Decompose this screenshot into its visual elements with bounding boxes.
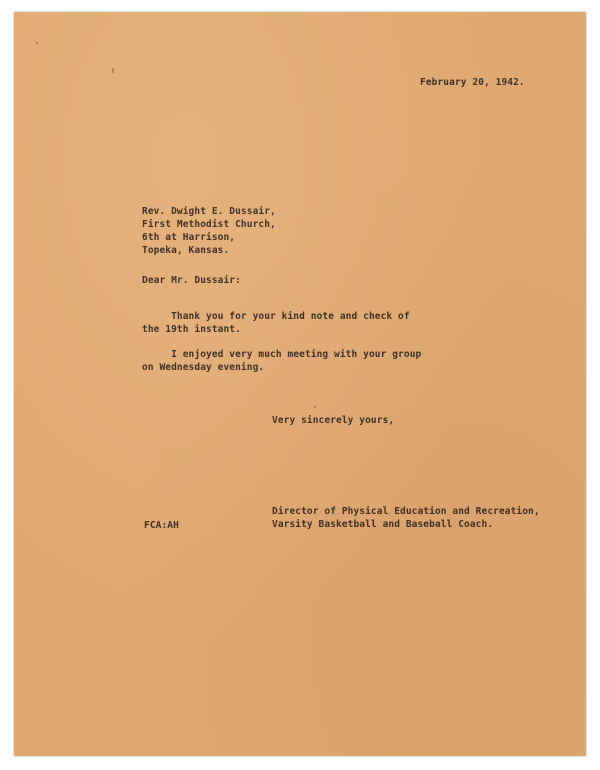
- title-line: Director of Physical Education and Recreation,: [272, 506, 540, 517]
- body-line: Thank you for your kind note and check of: [142, 311, 410, 322]
- address-line: 6th at Harrison,: [142, 232, 236, 243]
- closing: Very sincerely yours,: [272, 415, 395, 426]
- salutation: Dear Mr. Dussair:: [142, 275, 241, 286]
- address-line: First Methodist Church,: [142, 219, 276, 230]
- body-line: on Wednesday evening.: [142, 362, 265, 373]
- reference-initials: FCA:AH: [144, 520, 179, 531]
- address-line: Topeka, Kansas.: [142, 245, 230, 256]
- paper-speck: [314, 406, 316, 408]
- body-line: I enjoyed very much meeting with your group: [142, 349, 422, 360]
- paper-speck: [36, 42, 38, 44]
- body-line: the 19th instant.: [142, 324, 241, 335]
- letter-date: February 20, 1942.: [420, 77, 525, 88]
- title-line: Varsity Basketball and Baseball Coach.: [272, 519, 494, 530]
- letter-page: [14, 12, 586, 756]
- address-line: Rev. Dwight E. Dussair,: [142, 206, 276, 217]
- paper-speck: [112, 68, 114, 73]
